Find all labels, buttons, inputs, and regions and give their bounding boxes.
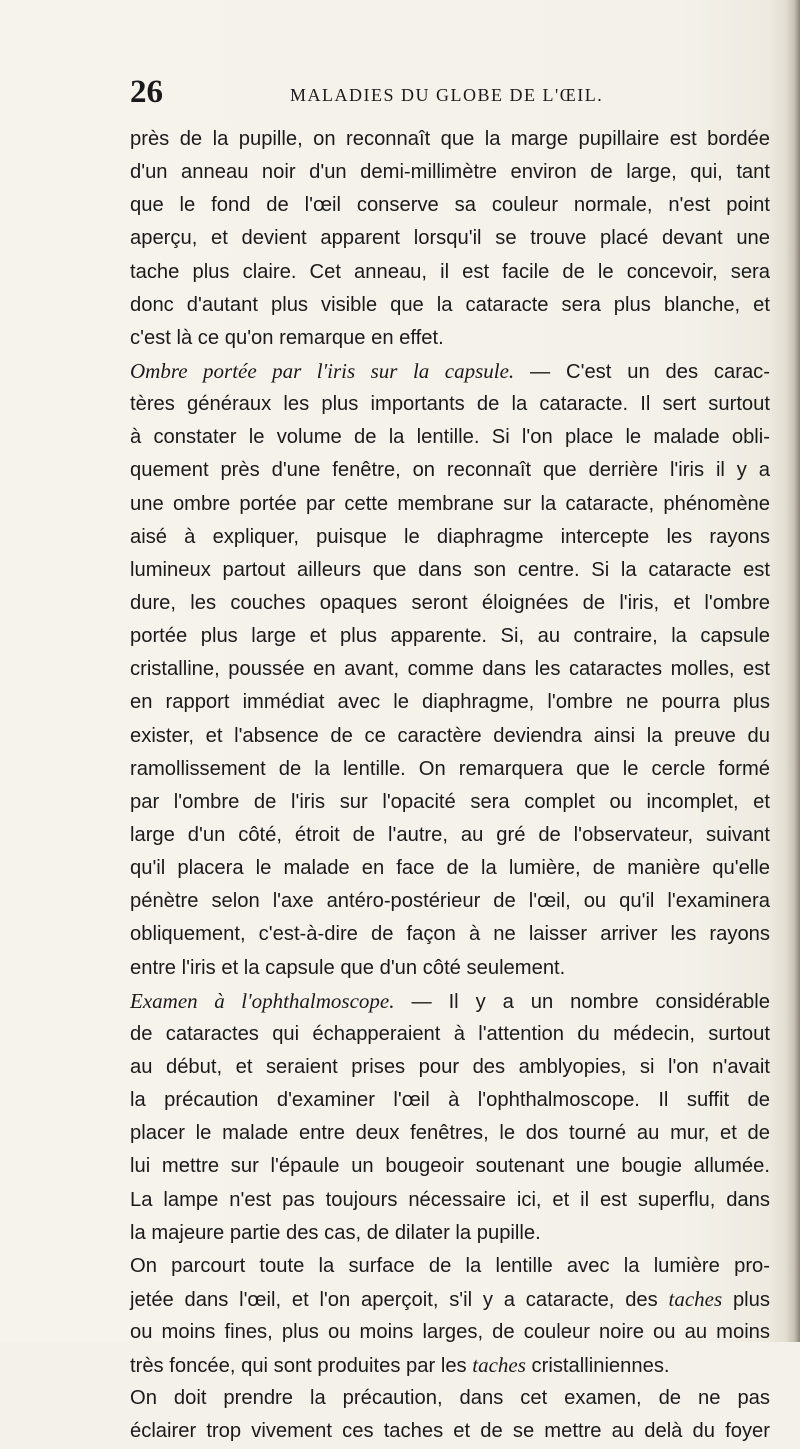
line-text: de cataractes qui échapperaient à l'attention du médecin, surtout bbox=[130, 1022, 770, 1045]
line-text: large d'un côté, étroit de l'autre, au gré de l'observateur, suivant bbox=[130, 823, 770, 846]
line-text: en rapport immédiat avec le diaphragme, l'ombre ne pourra plus bbox=[130, 691, 770, 714]
line-text: pénètre selon l'axe antéro-postérieur de l'œil, ou qu'il l'examinera bbox=[130, 890, 770, 913]
text-line bbox=[130, 554, 770, 587]
line-text: cristalline, poussée en avant, comme dans les cataractes molles, est bbox=[130, 658, 770, 681]
text-line bbox=[130, 388, 770, 421]
line-text: — Il y a un nombre considérable bbox=[394, 990, 771, 1013]
line-text: tères généraux les plus importants de la cataracte. Il sert surtout bbox=[130, 393, 770, 416]
text-line bbox=[130, 1117, 770, 1150]
body-text bbox=[130, 123, 770, 1449]
line-text: que le fond de l'œil conserve sa couleur normale, n'est point bbox=[130, 194, 770, 217]
line-text: jetée dans l'œil, et l'on aperçoit, s'il y a cataracte, des bbox=[130, 1288, 669, 1311]
line-text: cristalliniennes. bbox=[525, 1355, 670, 1378]
text-line bbox=[130, 1283, 770, 1316]
line-text: quement près d'une fenêtre, on reconnaît que derrière l'iris il y a bbox=[130, 459, 770, 482]
text-line bbox=[130, 852, 770, 885]
text-line bbox=[130, 189, 770, 222]
text-line bbox=[130, 355, 770, 388]
line-text: qu'il placera le malade en face de la lumière, de manière qu'elle bbox=[130, 857, 770, 880]
text-line bbox=[130, 1084, 770, 1117]
text-line bbox=[130, 488, 770, 521]
text-line bbox=[130, 521, 770, 554]
page-header bbox=[130, 72, 770, 112]
text-line bbox=[130, 786, 770, 819]
text-line bbox=[130, 686, 770, 719]
line-text: On doit prendre la précaution, dans cet examen, de ne pas bbox=[130, 1387, 770, 1410]
line-text: c'est là ce qu'on remarque en effet. bbox=[130, 326, 444, 349]
section-heading-italic: Examen à l'ophthalmoscope. bbox=[130, 988, 395, 1013]
line-text: ou moins fines, plus ou moins larges, de couleur noire ou au moins bbox=[130, 1321, 770, 1344]
text-line bbox=[130, 952, 770, 985]
text-line bbox=[130, 1316, 770, 1349]
text-line bbox=[130, 1382, 770, 1415]
line-text: La lampe n'est pas toujours nécessaire ici, et il est superflu, dans bbox=[130, 1188, 770, 1211]
line-text: une ombre portée par cette membrane sur la cataracte, phénomène bbox=[130, 492, 770, 515]
line-text: exister, et l'absence de ce caractère deviendra ainsi la preuve du bbox=[130, 724, 770, 747]
text-line bbox=[130, 1018, 770, 1051]
line-text: à constater le volume de la lentille. Si l'on place le malade obli- bbox=[130, 426, 770, 449]
text-line bbox=[130, 1415, 770, 1448]
line-text: lui mettre sur l'épaule un bougeoir soutenant une bougie allumée. bbox=[130, 1155, 770, 1178]
line-text: la précaution d'examiner l'œil à l'ophthalmoscope. Il suffit de bbox=[130, 1089, 770, 1112]
text-line bbox=[130, 918, 770, 951]
text-line bbox=[130, 985, 770, 1018]
line-text: On parcourt toute la surface de la lentille avec la lumière pro- bbox=[130, 1254, 770, 1277]
line-text: éclairer trop vivement ces taches et de se mettre au delà du foyer bbox=[130, 1420, 770, 1443]
text-line bbox=[130, 620, 770, 653]
text-line bbox=[130, 256, 770, 289]
text-line bbox=[130, 222, 770, 255]
line-text: la majeure partie des cas, de dilater la pupille. bbox=[130, 1221, 541, 1244]
text-line bbox=[130, 421, 770, 454]
line-text: aperçu, et devient apparent lorsqu'il se trouve placé devant une bbox=[130, 227, 770, 250]
text-line bbox=[130, 1349, 770, 1382]
text-line bbox=[130, 454, 770, 487]
text-line bbox=[130, 1250, 770, 1283]
text-line bbox=[130, 587, 770, 620]
line-text: d'un anneau noir d'un demi-millimètre environ de large, qui, tant bbox=[130, 161, 770, 184]
italic-term: taches bbox=[472, 1353, 526, 1378]
text-line bbox=[130, 289, 770, 322]
running-head: MALADIES DU GLOBE DE L'ŒIL. bbox=[290, 85, 604, 105]
text-line bbox=[130, 1051, 770, 1084]
section-heading-italic: Ombre portée par l'iris sur la capsule. bbox=[130, 358, 515, 383]
text-line bbox=[130, 753, 770, 786]
line-text: ramollissement de la lentille. On remarquera que le cercle formé bbox=[130, 757, 770, 780]
line-text: dure, les couches opaques seront éloignées de l'iris, et l'ombre bbox=[130, 591, 770, 614]
line-text: plus bbox=[722, 1288, 770, 1311]
line-text: aisé à expliquer, puisque le diaphragme intercepte les rayons bbox=[130, 525, 770, 548]
line-text: par l'ombre de l'iris sur l'opacité sera complet ou incomplet, et bbox=[130, 790, 770, 813]
page-edge-shadow bbox=[786, 0, 800, 1342]
line-text: donc d'autant plus visible que la cataracte sera plus blanche, et bbox=[130, 293, 770, 316]
text-line bbox=[130, 819, 770, 852]
page-number: 26 bbox=[130, 74, 163, 110]
text-line bbox=[130, 653, 770, 686]
text-line bbox=[130, 885, 770, 918]
text-line bbox=[130, 720, 770, 753]
line-text: obliquement, c'est-à-dire de façon à ne laisser arriver les rayons bbox=[130, 923, 770, 946]
line-text: au début, et seraient prises pour des amblyopies, si l'on n'avait bbox=[130, 1055, 770, 1078]
line-text: portée plus large et plus apparente. Si, au contraire, la capsule bbox=[130, 625, 770, 648]
text-line bbox=[130, 1217, 770, 1250]
line-text: près de la pupille, on reconnaît que la marge pupillaire est bordée bbox=[130, 128, 770, 150]
line-text: placer le malade entre deux fenêtres, le dos tourné au mur, et de bbox=[130, 1122, 770, 1145]
line-text: lumineux partout ailleurs que dans son centre. Si la cataracte est bbox=[130, 558, 770, 581]
text-line bbox=[130, 1184, 770, 1217]
line-text: — C'est un des carac- bbox=[514, 360, 770, 383]
text-line bbox=[130, 1150, 770, 1183]
line-text: tache plus claire. Cet anneau, il est facile de le concevoir, sera bbox=[130, 260, 770, 283]
italic-term: taches bbox=[668, 1286, 723, 1311]
text-line bbox=[130, 123, 770, 156]
text-line bbox=[130, 156, 770, 189]
text-line bbox=[130, 322, 770, 355]
line-text: très foncée, qui sont produites par les bbox=[130, 1355, 473, 1378]
line-text: entre l'iris et la capsule que d'un côté seulement. bbox=[130, 956, 566, 979]
